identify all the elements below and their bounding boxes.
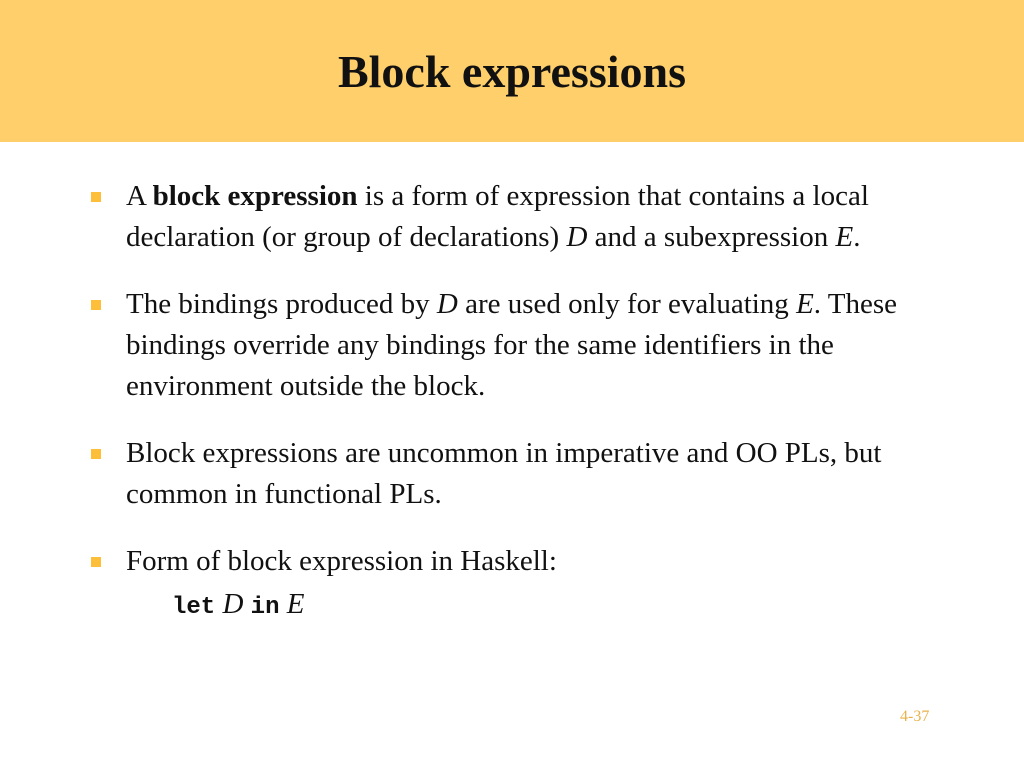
bullet-block-expression-definition xyxy=(88,176,948,258)
bullet-text: The bindings produced by xyxy=(126,288,437,320)
bullet-text: Block expressions are uncommon in imperative and OO PLs, but common in functional PLs. xyxy=(126,437,882,510)
bullet-list xyxy=(88,176,948,654)
bullet-text: A xyxy=(126,180,153,212)
square-bullet-icon xyxy=(91,300,101,310)
square-bullet-icon xyxy=(91,449,101,459)
bullet-text: . These bindings override any bindings for the same identifiers in the environment outside the block. xyxy=(126,288,898,402)
term-block-expression: block expression xyxy=(152,180,358,212)
bullet-usage xyxy=(88,433,948,515)
bullet-haskell-form xyxy=(88,541,948,628)
haskell-code-example xyxy=(126,584,948,628)
bullet-text: and a subexpression xyxy=(587,221,836,253)
square-bullet-icon xyxy=(91,192,101,202)
bullet-text: . xyxy=(853,221,861,253)
bullet-bindings xyxy=(88,284,948,407)
slide-title: Block expressions xyxy=(337,46,687,97)
variable-e: E xyxy=(835,221,854,253)
square-bullet-icon xyxy=(91,557,101,567)
variable-d: D xyxy=(222,588,244,620)
variable-d: D xyxy=(436,288,458,320)
keyword-in: in xyxy=(250,594,280,621)
bullet-text: Form of block expression in Haskell: xyxy=(126,545,557,577)
keyword-let: let xyxy=(172,594,216,621)
slide-number: 4-37 xyxy=(900,708,930,725)
variable-d: D xyxy=(566,221,588,253)
variable-e: E xyxy=(796,288,814,320)
variable-e: E xyxy=(286,588,305,620)
bullet-text: are used only for evaluating xyxy=(457,288,797,320)
bullet-text: is a form of expression that contains a local declaration (or group of declarations) xyxy=(126,180,869,253)
